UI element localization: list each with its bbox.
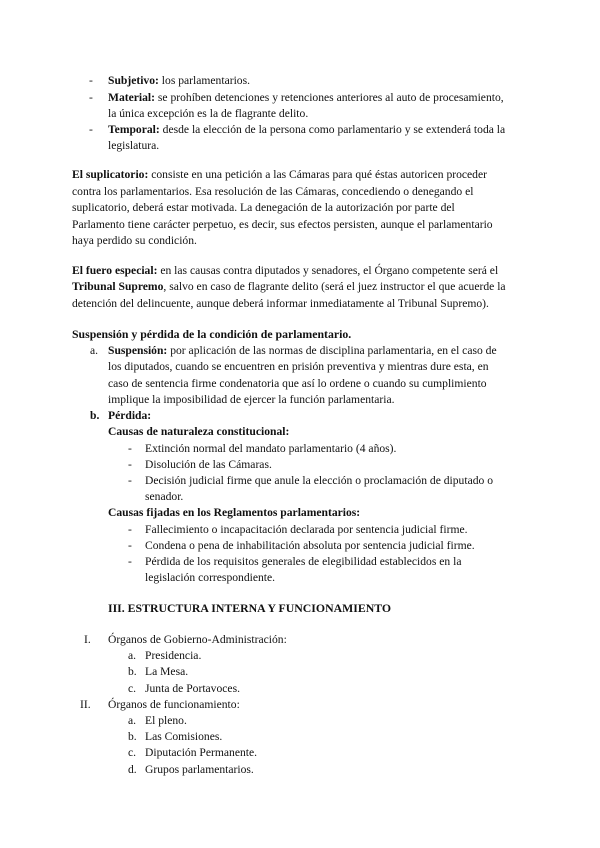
bullet-marker: -: [89, 91, 93, 104]
list-marker: -: [128, 539, 132, 552]
reglamentos-heading: Causas fijadas en los Reglamentos parlamentarios:: [108, 506, 361, 519]
list-marker: a.: [90, 344, 99, 357]
organos-group-label: Órganos de funcionamiento:: [108, 698, 240, 711]
list-marker: -: [128, 555, 132, 568]
fuero-line: [72, 279, 506, 296]
list-marker: b.: [128, 665, 137, 678]
bullet-text-continuation: la única excepción es la de flagrante delito.: [108, 107, 309, 120]
list-marker: c.: [128, 746, 137, 759]
list-marker: a.: [128, 649, 137, 662]
suplicatorio-paragraph: [72, 167, 487, 184]
paragraph-text: Parlamento tiene carácter perpetuo, es decir, sus efectos persisten, aunque el parlamentario: [72, 218, 493, 231]
list-marker: -: [128, 442, 132, 455]
bullet-marker: -: [89, 74, 93, 87]
bullet-term: Subjetivo:: [108, 74, 159, 87]
list-item-continuation: legislación correspondiente.: [145, 571, 276, 584]
organo-item: Presidencia.: [145, 649, 202, 662]
bullet-material: [108, 90, 504, 107]
bullet-text: desde la elección de la persona como parlamentario y se extenderá toda la: [162, 123, 506, 136]
bullet-term: Material:: [108, 91, 155, 104]
list-marker: a.: [128, 714, 137, 727]
organo-item: Diputación Permanente.: [145, 746, 258, 759]
list-item: Decisión judicial firme que anule la elección o proclamación de diputado o: [145, 474, 494, 487]
paragraph-text: suplicatorio, deberá estar motivada. La denegación de la autorización por parte del: [72, 201, 455, 214]
paragraph-text: haya perdido su condición.: [72, 234, 197, 247]
bullet-term: Temporal:: [108, 123, 160, 136]
bullet-subjetivo: [108, 73, 250, 90]
roman-marker: II.: [80, 698, 91, 711]
suspension-term: Suspensión:: [108, 344, 168, 357]
fuero-paragraph: [72, 263, 498, 280]
bullet-temporal: [108, 122, 505, 139]
section-title: III. ESTRUCTURA INTERNA Y FUNCIONAMIENTO: [108, 601, 392, 615]
suplicatorio-term: El suplicatorio:: [72, 168, 149, 181]
bullet-marker: -: [89, 123, 93, 136]
roman-marker: I.: [84, 633, 91, 646]
list-marker: b.: [90, 409, 100, 422]
paragraph-text: consiste en una petición a las Cámaras para qué éstas autoricen proceder: [151, 168, 487, 181]
section-subtitle: Suspensión y pérdida de la condición de parlamentario.: [72, 327, 352, 341]
organo-item: Grupos parlamentarios.: [145, 763, 254, 776]
list-item: Extinción normal del mandato parlamentario (4 años).: [145, 442, 397, 455]
list-marker: -: [128, 458, 132, 471]
bullet-text: los parlamentarios.: [161, 74, 251, 87]
constitucional-heading: Causas de naturaleza constitucional:: [108, 425, 290, 438]
paragraph-text: en las causas contra diputados y senadores, el Órgano competente será el: [160, 264, 499, 277]
item-text: caso de sentencia firme condenatoria que así lo ordene o cuando su cumplimiento: [108, 377, 487, 390]
paragraph-text: , salvo en caso de flagrante delito (será el juez instructor el que acuerde la: [163, 280, 506, 293]
item-text: implique la imposibilidad de ejercer la función parlamentaria.: [108, 393, 395, 406]
suspension-item: [108, 343, 497, 360]
perdida-term: Pérdida:: [108, 409, 152, 422]
bullet-text: se prohíben detenciones y retenciones anteriores al auto de procesamiento,: [157, 91, 504, 104]
list-marker: b.: [128, 730, 137, 743]
organo-item: Las Comisiones.: [145, 730, 223, 743]
tribunal-term: Tribunal Supremo: [72, 280, 164, 293]
list-item-continuation: senador.: [145, 490, 184, 503]
organo-item: La Mesa.: [145, 665, 189, 678]
item-text: por aplicación de las normas de disciplina parlamentaria, en el caso de: [170, 344, 497, 357]
list-marker: -: [128, 474, 132, 487]
paragraph-text: contra los parlamentarios. Esa resolución de las Cámaras, concediendo o denegando el: [72, 185, 474, 198]
list-item: Fallecimiento o incapacitación declarada por sentencia judicial firme.: [145, 523, 468, 536]
list-item: Condena o pena de inhabilitación absoluta por sentencia judicial firme.: [145, 539, 475, 552]
list-marker: d.: [128, 763, 137, 776]
list-marker: c.: [128, 682, 137, 695]
fuero-term: El fuero especial:: [72, 264, 158, 277]
list-item: Pérdida de los requisitos generales de elegibilidad establecidos en la: [145, 555, 462, 568]
organo-item: El pleno.: [145, 714, 187, 727]
organo-item: Junta de Portavoces.: [145, 682, 240, 695]
item-text: los diputados, cuando se encuentren en prisión preventiva y mientras dure esta, en: [108, 360, 489, 373]
list-marker: -: [128, 523, 132, 536]
paragraph-text: detención del delincuente, aunque deberá informar inmediatamente al Tribunal Supremo).: [72, 297, 489, 310]
organos-group-label: Órganos de Gobierno-Administración:: [108, 633, 287, 646]
list-item: Disolución de las Cámaras.: [145, 458, 272, 471]
bullet-text-continuation: legislatura.: [108, 139, 160, 152]
